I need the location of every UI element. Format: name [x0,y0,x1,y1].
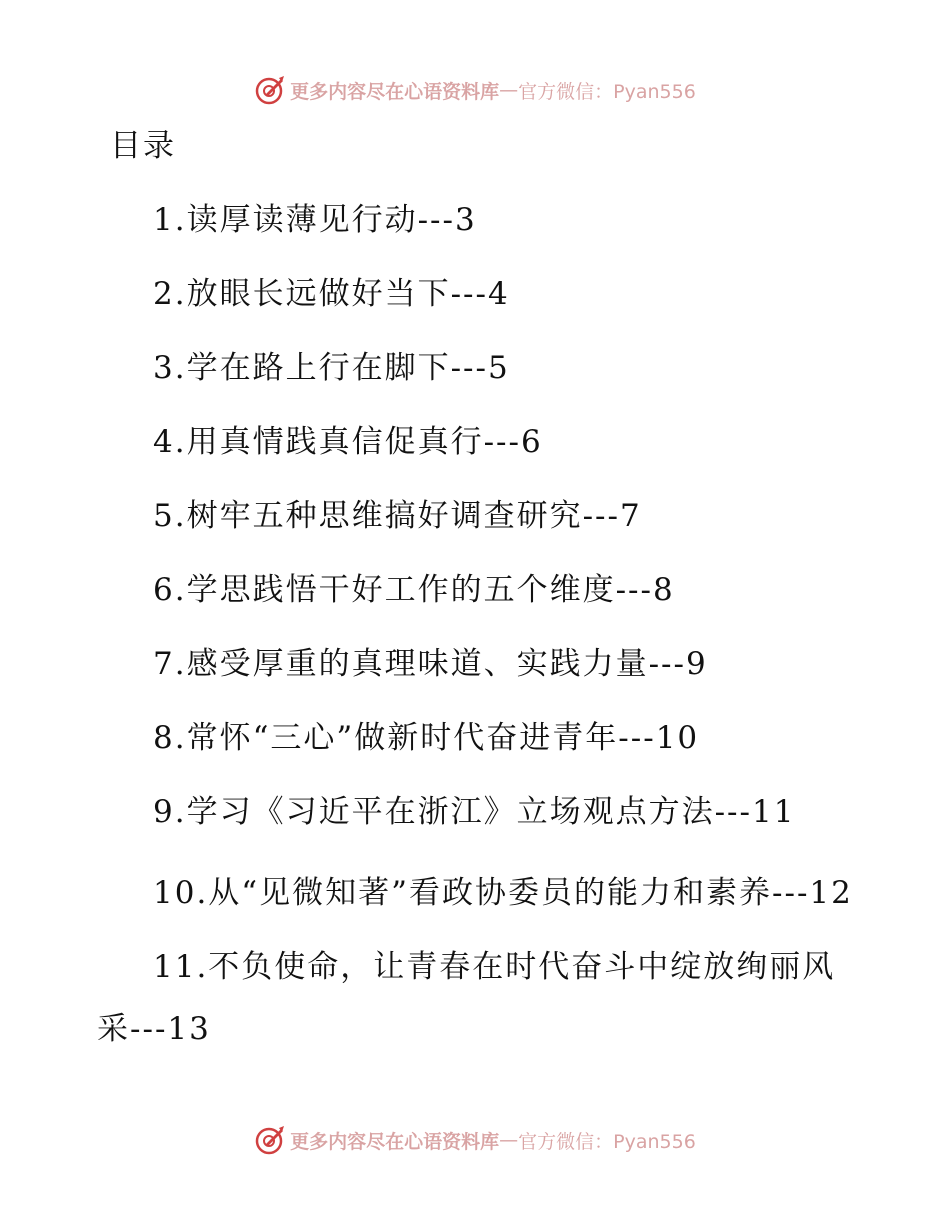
toc-item: 10.从“见微知著”看政协委员的能力和素养---12 [153,875,853,911]
toc-title: 目录 [110,128,176,164]
watermark-logo-icon [254,74,286,106]
toc-item: 8.常怀“三心”做新时代奋进青年---10 [153,720,700,756]
toc-item: 1.读厚读薄见行动---3 [153,202,477,238]
toc-item: 3.学在路上行在脚下---5 [153,350,510,386]
watermark-logo-icon [254,1124,286,1156]
watermark-wechat: 官方微信：Pyan556 [518,80,696,103]
watermark-text: 更多内容尽在心语资料库 [290,80,500,103]
toc-item: 2.放眼长远做好当下---4 [153,276,510,312]
watermark-banner-bottom [0,1120,950,1160]
watermark-content [254,1124,696,1156]
toc-item: 6.学思践悟干好工作的五个维度---8 [153,572,675,608]
watermark-content [254,74,696,106]
watermark-wechat: 官方微信：Pyan556 [518,1130,696,1153]
watermark-separator: — [499,1129,519,1151]
toc-list [97,196,857,1072]
watermark-text: 更多内容尽在心语资料库 [290,1130,500,1153]
toc-item: 11.不负使命，让青春在时代奋斗中绽放绚丽风采---13 [97,949,836,1047]
toc-item: 9.学习《习近平在浙江》立场观点方法---11 [153,794,796,830]
toc-item: 7.感受厚重的真理味道、实践力量---9 [153,646,708,682]
watermark-banner-top [0,70,950,110]
toc-item: 4.用真情践真信促真行---6 [153,424,543,460]
watermark-separator: — [499,79,519,101]
toc-item: 5.树牢五种思维搞好调查研究---7 [153,498,642,534]
